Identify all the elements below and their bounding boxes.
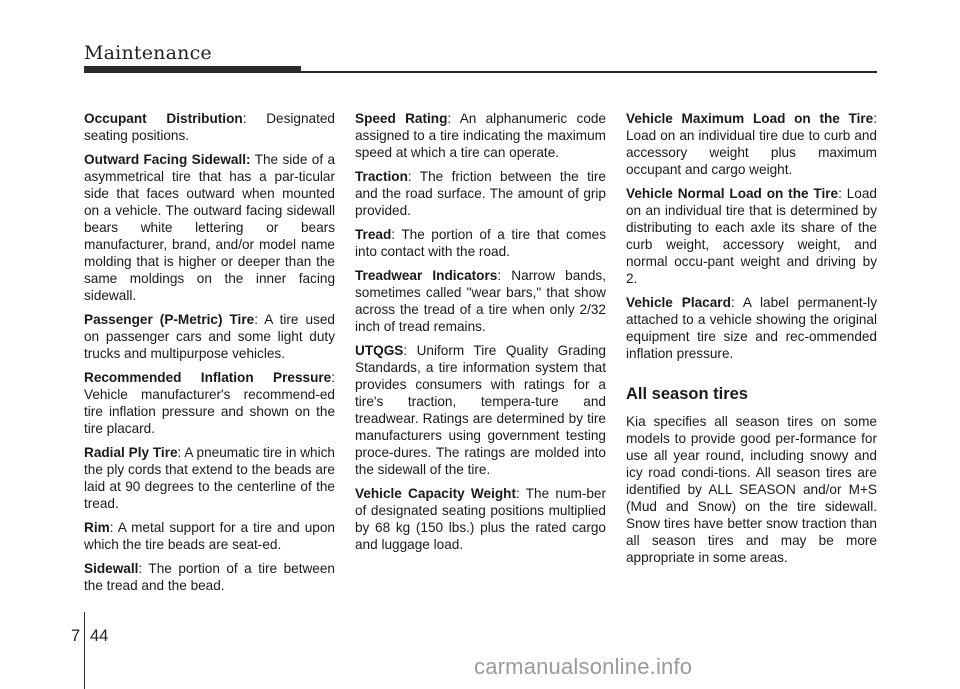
glossary-entry-speed-rating: Speed Rating: An alphanumeric code assigned to a tire indicating the maximum speed at which a tire can operate. [355,111,606,160]
chapter-number: 7 [71,627,81,645]
definition: A pneumatic tire in which the ply cords that extend to the beads are laid at 90 degrees to the centerline of the tread. [84,445,335,511]
definition: The num-ber of designated seating positions multiplied by 68 kg (150 lbs.) plus the rated cargo and luggage load. [355,486,606,552]
term: UTQGS [355,343,404,358]
definition: The friction between the tire and the road surface. The amount of grip provided. [355,169,606,218]
header-rule-thin [301,71,877,73]
watermark-text: carmanualsonline.info [474,654,693,679]
glossary-entry-outward-facing-sidewall [84,151,335,304]
page-header-title: Maintenance [84,42,212,64]
definition: Load on an individual tire that is determined by distributing to each axle its share of the curb weight, accessory weight, and normal occu-pant weight and driving by 2. [626,186,877,286]
definition: Load on an individual tire due to curb and accessory weight plus maximum occupant and cargo weight. [626,128,877,177]
definition: Vehicle manufacturer's recommend-ed tire inflation pressure and shown on the tire placard. [84,387,335,436]
definition: Uniform Tire Quality Grading Standards, a tire information system that provides consumers with ratings for a tire's traction, tempera-ture and treadwear. Ratings are determined by tire manufacturers using government testing proce-dures. The ratings are molded into the sidewall of the tire. [355,343,606,477]
glossary-entry-vehicle-maximum-load: Vehicle Maximum Load on the Tire: Load on an individual tire due to curb and accessory weight plus maximum occupant and cargo weight. [626,111,877,177]
glossary-entry-recommended-inflation-pressure: Recommended Inflation Pressure: Vehicle manufacturer's recommend-ed tire inflation pressure and shown on the tire placard. [84,370,335,436]
glossary-entry-vehicle-capacity-weight: Vehicle Capacity Weight: The num-ber of designated seating positions multiplied by 68 kg (150 lbs.) plus the rated cargo and luggage load. [355,486,606,552]
definition: Narrow bands, sometimes called "wear bars," that show across the tread of a tire when only 2/32 inch of tread remains. [355,268,606,334]
header-rule-thick [84,66,301,73]
term: Traction [355,169,408,184]
term: Radial Ply Tire [84,445,178,460]
glossary-entry-treadwear-indicators: Treadwear Indicators: Narrow bands, sometimes called "wear bars," that show across the tread of a tire when only 2/32 inch of tread remains. [355,268,606,334]
definition: Designated seating positions. [84,111,335,143]
column-3 [626,110,877,573]
column-1 [84,110,335,601]
term: Outward Facing Sidewall: [84,152,251,167]
term: Speed Rating [355,111,448,126]
term: Vehicle Capacity Weight [355,486,516,501]
term: Treadwear Indicators [355,268,498,283]
definition: A metal support for a tire and upon which the tire beads are seat-ed. [84,520,335,552]
glossary-entry-vehicle-normal-load: Vehicle Normal Load on the Tire: Load on an individual tire that is determined by distributing to each axle its share of the curb weight, accessory weight, and normal occu-pant weight and driving by 2. [626,186,877,286]
glossary-entry-vehicle-placard: Vehicle Placard: A label permanent-ly attached to a vehicle showing the original equipment tire size and rec-ommended inflation pressure. [626,295,877,361]
term: Rim [84,520,110,535]
term: Vehicle Placard [626,295,731,310]
definition: The side of a asymmetrical tire that has a par-ticular side that faces outward when mounted on a vehicle. The outward facing sidewall bears white lettering or bears manufacturer, brand, and/or model name molding that is higher or deeper than the same moldings on the inner facing sidewall. [84,152,336,303]
glossary-entry-sidewall: Sidewall: The portion of a tire between the tread and the bead. [84,561,335,593]
section-heading-all-season-tires: All season tires [626,385,748,403]
section-body: Kia specifies all season tires on some models to provide good per-formance for use all year round, including snowy and icy road condi-tions. All season tires are identified by ALL SEASON and/or M+S (Mud and Snow) on the tire sidewall. Snow tires have better snow traction than all season tires and may be more appropriate in some areas. [626,414,877,565]
glossary-entry-rim: Rim: A metal support for a tire and upon which the tire beads are seat-ed. [84,520,335,552]
footer-divider [84,612,85,689]
page-number: 44 [90,627,109,645]
glossary-entry-radial-ply-tire: Radial Ply Tire: A pneumatic tire in which the ply cords that extend to the beads are laid at 90 degrees to the centerline of the tread. [84,445,335,511]
term: Occupant Distribution [84,111,243,126]
glossary-entry-occupant-distribution: Occupant Distribution: Designated seating positions. [84,111,335,143]
term: Tread [355,227,392,242]
glossary-entry-utqgs: UTQGS: Uniform Tire Quality Grading Standards, a tire information system that provides consumers with ratings for a tire's traction, tempera-ture and treadwear. Ratings are determined by tire manufacturers using government testing proce-dures. The ratings are molded into the sidewall of the tire. [355,343,606,477]
term: Recommended Inflation Pressure [84,370,332,385]
term: Vehicle Normal Load on the Tire [626,186,839,201]
term: Vehicle Maximum Load on the Tire [626,111,874,126]
glossary-entry-passenger-tire: Passenger (P-Metric) Tire: A tire used on passenger cars and some light duty trucks and multipurpose vehicles. [84,312,335,361]
glossary-entry-traction: Traction: The friction between the tire and the road surface. The amount of grip provided. [355,169,606,218]
column-2 [355,110,606,560]
glossary-entry-tread: Tread: The portion of a tire that comes into contact with the road. [355,227,606,259]
definition: A tire used on passenger cars and some light duty trucks and multipurpose vehicles. [84,312,335,361]
definition: The portion of a tire between the tread and the bead. [84,561,335,593]
definition: A label permanent-ly attached to a vehicle showing the original equipment tire size and rec-ommended inflation pressure. [626,295,877,361]
definition: The portion of a tire that comes into contact with the road. [355,227,606,259]
term: Passenger (P-Metric) Tire [84,312,255,327]
term: Sidewall [84,561,139,576]
definition: An alphanumeric code assigned to a tire indicating the maximum speed at which a tire can operate. [355,111,606,160]
